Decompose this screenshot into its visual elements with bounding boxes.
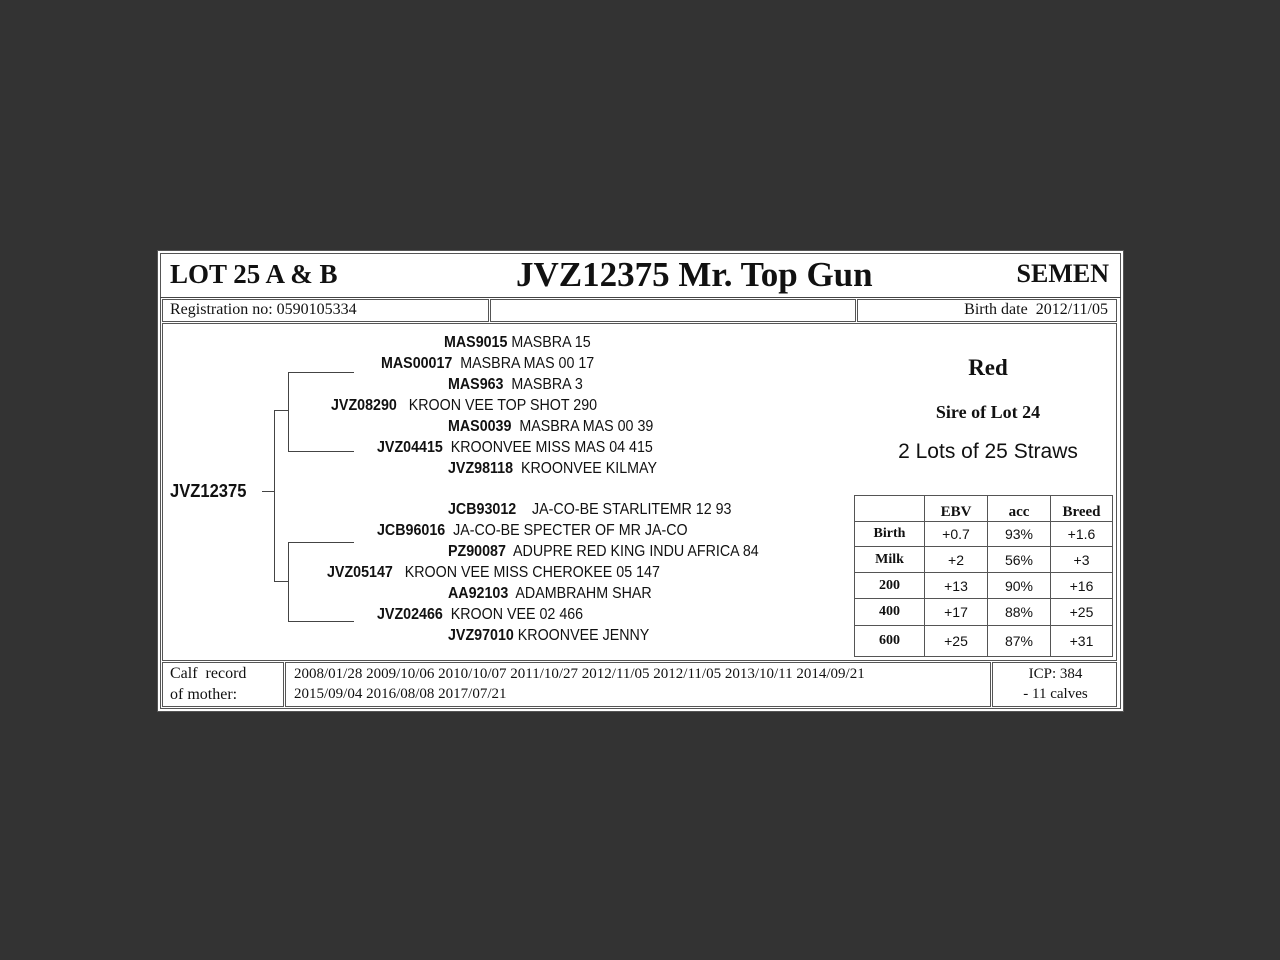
pedigree-name: KROON VEE 02 466 [450, 606, 584, 623]
table-cell: 88% [988, 599, 1051, 626]
pedigree-id: JVZ08290 [331, 397, 397, 414]
registration-box [162, 299, 489, 322]
pedigree-line [288, 621, 354, 622]
pedigree-name: JA-CO-BE STARLITEMR 12 93 [532, 501, 732, 518]
table-row-label: 600 [855, 626, 925, 657]
table-cell: +13 [925, 573, 988, 599]
pedigree-name: KROONVEE JENNY [517, 627, 650, 644]
pedigree-name: KROONVEE KILMAY [520, 460, 658, 477]
birth-date-label: Birth date [964, 301, 1028, 318]
pedigree-name: KROON VEE TOP SHOT 290 [408, 397, 598, 414]
table-row-label: 200 [855, 573, 925, 599]
pedigree-name: MASBRA 3 [511, 376, 583, 393]
pedigree-id: PZ90087 [448, 543, 506, 560]
table-row [855, 626, 1113, 657]
pedigree-entry [448, 460, 657, 478]
pedigree-entry [448, 627, 649, 645]
table-header-row [855, 496, 1113, 522]
table-header-cell: Breed [1051, 496, 1113, 522]
icp-value: ICP: 384 [1028, 666, 1083, 682]
registration-number: Registration no: 0590105334 [170, 301, 357, 318]
table-row-label: Birth [855, 522, 925, 547]
pedigree-id: JVZ04415 [377, 439, 443, 456]
birth-date-box [857, 299, 1117, 322]
pedigree-id: MAS0039 [448, 418, 512, 435]
pedigree-entry [448, 376, 583, 394]
pedigree-name: KROONVEE MISS MAS 04 415 [450, 439, 653, 456]
table-cell: +16 [1051, 573, 1113, 599]
pedigree-id: JVZ02466 [377, 606, 443, 623]
ebv-table [854, 495, 1113, 657]
table-row [855, 522, 1113, 547]
table-cell: +2 [925, 547, 988, 573]
calf-record-label-1: Calf record [170, 665, 247, 682]
table-row [855, 547, 1113, 573]
pedigree-id: JVZ05147 [327, 564, 393, 581]
pedigree-name: JA-CO-BE SPECTER OF MR JA-CO [453, 522, 688, 539]
table-header-cell: acc [988, 496, 1051, 522]
pedigree-entry [448, 543, 759, 561]
table-cell: 56% [988, 547, 1051, 573]
table-row-label: 400 [855, 599, 925, 626]
pedigree-id: MAS963 [448, 376, 504, 393]
table-header-cell: EBV [925, 496, 988, 522]
pedigree-id: MAS00017 [381, 355, 453, 372]
pedigree-line [274, 410, 275, 581]
pedigree-name: MASBRA MAS 00 39 [519, 418, 654, 435]
calf-dates-line-2: 2015/09/04 2016/08/08 2017/07/21 [294, 686, 507, 702]
table-cell: +25 [925, 626, 988, 657]
color-label: Red [968, 355, 1008, 380]
pedigree-entry [448, 585, 652, 603]
pedigree-line [288, 372, 354, 373]
table-row-label: Milk [855, 547, 925, 573]
pedigree-entry [381, 355, 594, 373]
pedigree-id: AA92103 [448, 585, 509, 602]
animal-id: JVZ12375 [170, 481, 247, 501]
pedigree-name: MASBRA 15 [511, 334, 591, 351]
pedigree-entry [444, 334, 591, 352]
table-cell: +25 [1051, 599, 1113, 626]
table-cell: +17 [925, 599, 988, 626]
pedigree-entry [377, 606, 583, 624]
pedigree-entry [331, 397, 597, 415]
pedigree-id: JCB96016 [377, 522, 446, 539]
table-cell: +31 [1051, 626, 1113, 657]
pedigree-id: JCB93012 [448, 501, 517, 518]
table-row [855, 599, 1113, 626]
table-header-cell [855, 496, 925, 522]
pedigree-entry [377, 439, 653, 457]
product-type: SEMEN [1016, 259, 1109, 288]
pedigree-line [274, 581, 288, 582]
calf-record-label-2: of mother: [170, 686, 238, 703]
sire-of-label: Sire of Lot 24 [935, 402, 1041, 422]
pedigree-name: ADAMBRAHM SHAR [515, 585, 652, 602]
pedigree-id: JVZ98118 [448, 460, 514, 477]
pedigree-id: JVZ97010 [448, 627, 514, 644]
page-title: JVZ12375 Mr. Top Gun [516, 255, 873, 294]
pedigree-line [262, 491, 274, 492]
table-cell: +3 [1051, 547, 1113, 573]
pedigree-id: MAS9015 [444, 334, 508, 351]
pedigree-entry [327, 564, 660, 582]
table-cell: 90% [988, 573, 1051, 599]
table-cell: +1.6 [1051, 522, 1113, 547]
pedigree-entry [448, 418, 653, 436]
calf-count: - 11 calves [1023, 686, 1088, 702]
pedigree-line [288, 542, 289, 621]
calf-dates-line-1: 2008/01/28 2009/10/06 2010/10/07 2011/10/27 2012/11/05 2012/11/05 2013/10/11 2014/09/21 [294, 666, 865, 682]
lot-label: LOT 25 A & B [170, 259, 338, 289]
table-row [855, 573, 1113, 599]
straws-label: 2 Lots of 25 Straws [898, 440, 1078, 463]
blank-box [490, 299, 856, 322]
header-divider [160, 297, 1121, 298]
pedigree-name: KROON VEE MISS CHEROKEE 05 147 [404, 564, 660, 581]
icp-box [992, 662, 1117, 707]
table-cell: +0.7 [925, 522, 988, 547]
pedigree-line [288, 372, 289, 451]
birth-date-value: 2012/11/05 [1035, 301, 1108, 318]
table-cell: 93% [988, 522, 1051, 547]
birth-date [964, 301, 1108, 319]
pedigree-entry [377, 522, 688, 540]
pedigree-line [288, 451, 354, 452]
pedigree-line [288, 542, 354, 543]
calf-dates-box [285, 662, 991, 707]
calf-record-label-box [162, 662, 284, 707]
pedigree-entry [448, 501, 731, 519]
pedigree-name: ADUPRE RED KING INDU AFRICA 84 [513, 543, 759, 560]
pedigree-line [274, 410, 288, 411]
table-cell: 87% [988, 626, 1051, 657]
pedigree-name: MASBRA MAS 00 17 [460, 355, 595, 372]
